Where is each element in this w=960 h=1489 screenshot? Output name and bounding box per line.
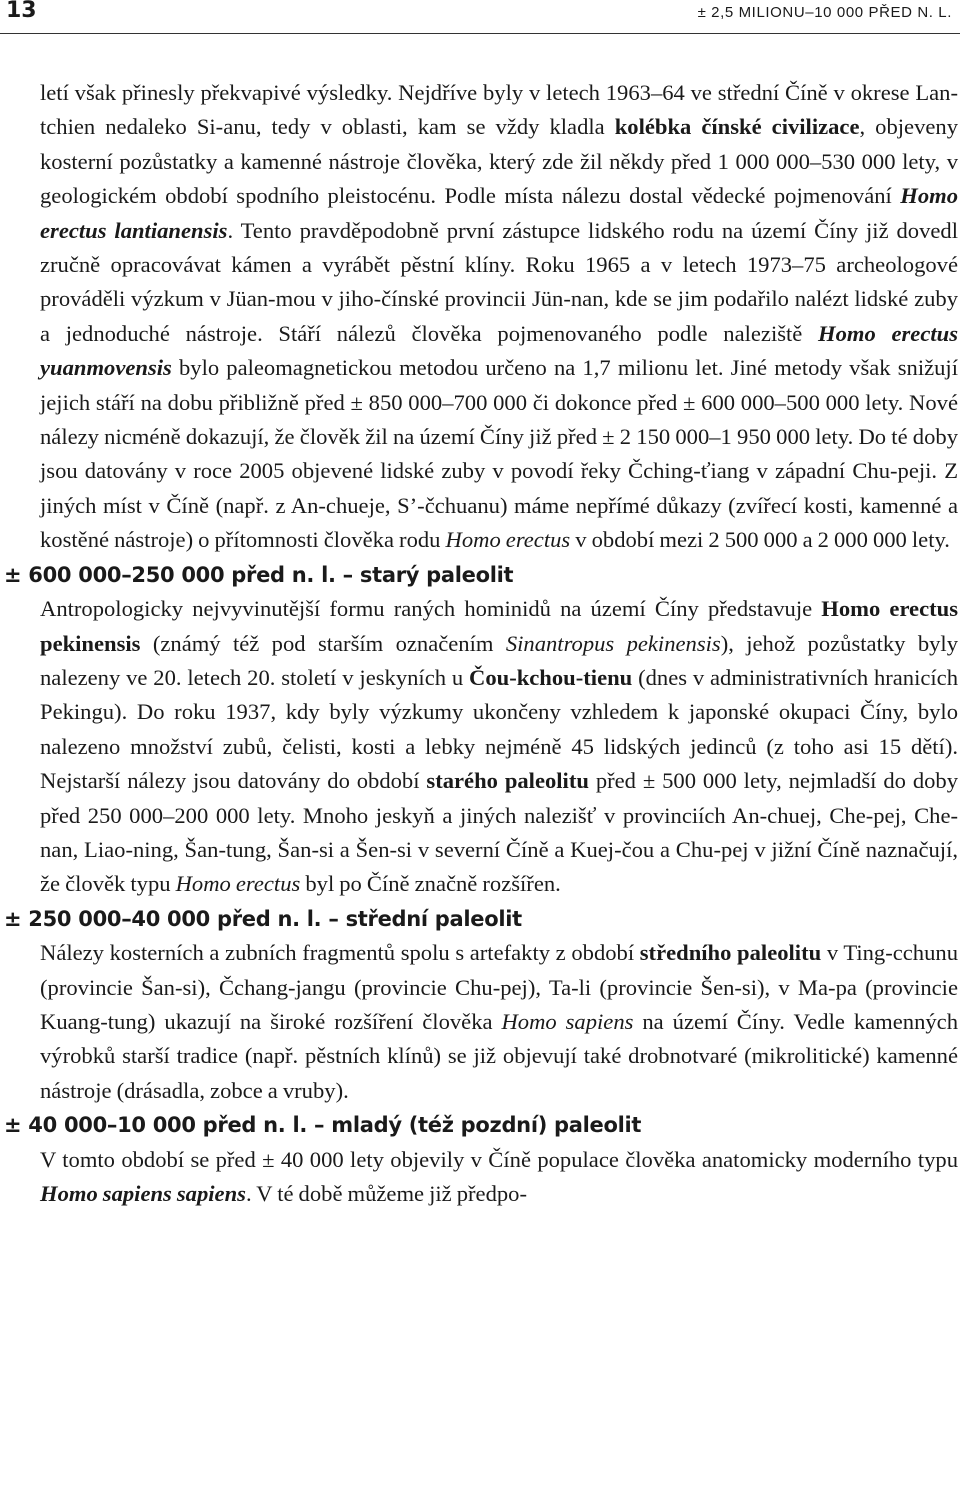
species-name: Homo erectus: [175, 871, 301, 897]
paragraph-middle-paleolithic: Nálezy kosterních a zubních fragmentů spolu s artefakty z období středního paleolitu v Ting-cchunu (provincie Šan-si), Čchang-jangu (provincie Chu-pej), Ta-li (provincie Šen-si), v Ma-pa (provincie Kuang-tung) ukazují na široké rozšíření člověka Homo sapiens na území Číny. Vedle kamenných výrobků starší tradice (např. pěstních klínů) se již objevují také drobnotvaré (mikrolitické) kamenné nástroje (drásadla, zobce a vruby).: [40, 940, 958, 1103]
body-text: [4, 76, 959, 1211]
species-name: Homo sapiens: [501, 1008, 634, 1034]
section-heading-upper-paleolithic: ± 40 000–10 000 před n. l. – mladý (též pozdní) paleolit: [4, 1113, 642, 1138]
section-heading-middle-paleolithic: ± 250 000–40 000 před n. l. – střední paleolit: [4, 906, 522, 931]
bold-term: Čou-kchou-tienu: [469, 664, 633, 690]
bold-term: středního paleolitu: [639, 940, 822, 966]
species-name: Homo erectus yuanmovensis: [40, 320, 958, 381]
section-heading-old-paleolithic: ± 600 000–250 000 před n. l. – starý paleolit: [4, 562, 514, 587]
species-name: Homo sapiens sapiens: [40, 1181, 246, 1206]
species-name: Homo erectus: [445, 527, 571, 553]
paragraph-upper-paleolithic: V tomto období se před ± 40 000 lety objevily v Číně populace člověka anatomicky moderního typu Homo sapiens sapiens. V té době můžeme již předpo-: [40, 1146, 958, 1206]
page-number: 13: [6, 0, 37, 23]
species-name: Homo erectus lantianensis: [40, 183, 958, 243]
species-name: Homo erectus pekinensis: [40, 596, 958, 656]
species-name: Sinantropus pekinensis: [505, 630, 721, 656]
paragraph-lower-pleistocene: letí však přinesly překvapivé výsledky. Nejdříve byly v letech 1963–64 ve střední Číně v okrese Lan-tchien nedaleko Si-anu, tedy v oblasti, kam se vždy kladla kolébka čínské civilizace, objeveny kosterní pozůstatky a kamenné nástroje člověka, který zde žil někdy před 1 000 000–530 000 lety, v geologickém období spodního pleistocénu. Podle místa nálezu dostal vědecké pojmenování Homo erectus lantianensis. Tento pravděpodobně první zástupce lidského rodu na území Číny již dovedl zručně opracovávat kámen a vyrábět pěstní klíny. Roku 1965 a v letech 1973–75 archeologové prováděli výzkum v Jüan-mou v jiho-čínské provincii Jün-nan, kde se jim podařilo nalézt lidské zuby a jednoduché nástroje. Stáří nálezů člověka pojmenovaného podle naleziště Homo erectus yuanmovensis bylo paleomagnetickou metodou určeno na 1,7 milionu let. Jiné metody však snižují jejich stáří na dobu přibližně před ± 850 000–700 000 či dokonce před ± 600 000–500 000 lety. Nové nálezy nicméně dokazují, že člověk žil na území Číny již před ± 2 150 000–1 950 000 lety. Do té doby jsou datovány v roce 2005 objevené lidské zuby v povodí řeky Čching-ťiang v západní Chu-peji. Z jiných míst v Číně (např. z An-chueje, S’-čchuanu) máme nepřímé důkazy (zvířecí kosti, kamenné a kostěné nástroje) o přítomnosti člověka rodu Homo erectus v období mezi 2 500 000 a 2 000 000 lety.: [40, 80, 959, 553]
running-head: ± 2,5 MILIONU–10 000 PŘED N. L.: [697, 4, 952, 21]
bold-term: kolébka čínské civilizace: [614, 114, 860, 140]
page-header: [0, 0, 960, 32]
paragraph-old-paleolithic: Antropologicky nejvyvinutější formu raných hominidů na území Číny představuje Homo erectus pekinensis (známý též pod starším označením Sinantropus pekinensis), jehož pozůstatky byly nalezeny ve 20. letech 20. století v jeskyních u Čou-kchou-tienu (dnes v administrativních hranicích Pekingu). Do roku 1937, kdy byly výzkumy ukončeny vzhledem k japonské okupaci Číny, bylo nalezeno množství zubů, čelisti, kosti a lebky nejméně 45 lidských jedinců (z toho asi 15 dětí). Nejstarší nálezy jsou datovány do období starého paleolitu před ± 500 000 lety, nejmladší do doby před 250 000–200 000 lety. Mnoho jeskyň a jiných nalezišť v provinciích An-chuej, Che-pej, Che-nan, Liao-ning, Šan-tung, Šan-si a Šen-si v severní Číně a Kuej-čou a Chu-pej v jižní Číně naznačují, že člověk typu Homo erectus byl po Číně značně rozšířen.: [40, 596, 959, 897]
header-rule: [0, 33, 960, 34]
bold-term: starého paleolitu: [426, 768, 589, 794]
